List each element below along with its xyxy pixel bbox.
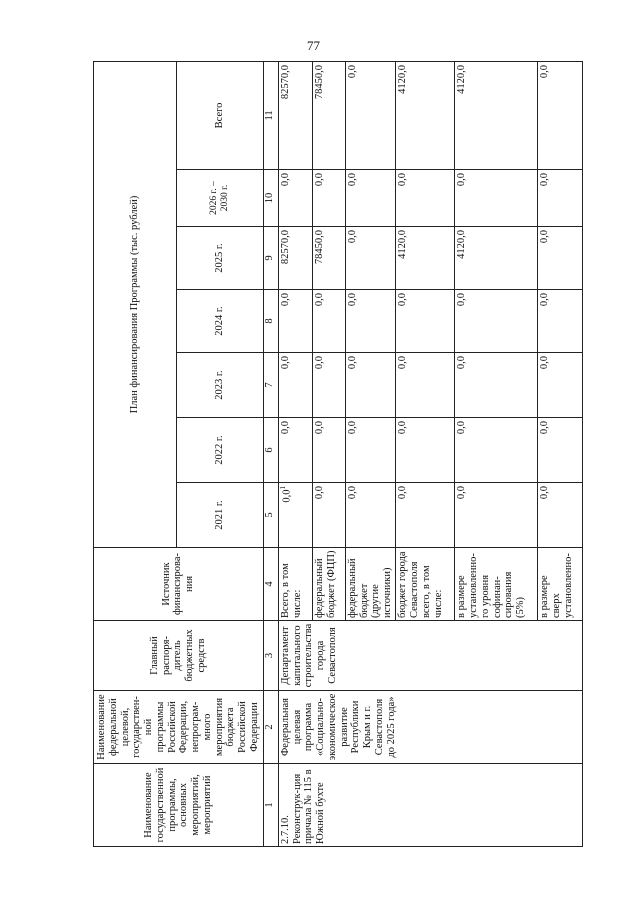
value-cell: 78450,0	[313, 61, 345, 169]
value-cell	[278, 483, 312, 548]
index-cell: 2	[263, 691, 278, 764]
value-cell: 0,0	[313, 483, 345, 548]
header-federal-program: Наименование федеральной целевой, государствен-ной программы Российской Федерации, непрограм-много мероприятия бюджета Российской Федерации	[94, 691, 264, 764]
value-cell: 0,0	[396, 418, 455, 483]
value-cell: 0,0	[455, 290, 538, 353]
index-cell: 11	[263, 61, 278, 169]
value-cell: 4120,0	[455, 227, 538, 290]
funding-source: федеральный бюджет (ФЦП)	[313, 548, 345, 621]
value-cell: 4120,0	[396, 61, 455, 169]
header-total: Всего	[176, 61, 263, 169]
header-year-2021: 2021 г.	[176, 483, 263, 548]
header-program-name: Наименование государственной программы, основных мероприятий, мероприятий	[94, 764, 264, 847]
index-cell: 4	[263, 548, 278, 621]
value-cell: 82570,0	[278, 61, 312, 169]
value-cell: 0,0	[313, 353, 345, 418]
page-number: 77	[307, 38, 320, 53]
footnote-mark: 1	[278, 486, 287, 490]
funding-source: бюджет города Севастополя всего, в том числе:	[396, 548, 455, 621]
value-cell: 0,0	[538, 483, 583, 548]
value-cell: 0,0	[538, 353, 583, 418]
value-cell: 0,0	[455, 170, 538, 227]
value-cell: 0,0	[345, 353, 396, 418]
financing-table	[93, 61, 583, 847]
value-cell: 0,0	[455, 483, 538, 548]
value-cell: 0,0	[345, 227, 396, 290]
header-year-2023: 2023 г.	[176, 353, 263, 418]
funding-source: в размере сверх установленно-	[538, 548, 583, 621]
value-cell: 0,0	[278, 418, 312, 483]
index-cell: 6	[263, 418, 278, 483]
table-row	[278, 61, 312, 846]
value-cell: 0,0	[538, 170, 583, 227]
value-cell: 0,0	[455, 418, 538, 483]
header-financing-plan: План финансирования Программы (тыс. рублей)	[94, 61, 177, 547]
header-year-2024: 2024 г.	[176, 290, 263, 353]
value-cell: 0,0	[345, 290, 396, 353]
value-cell: 4120,0	[396, 227, 455, 290]
index-cell: 5	[263, 483, 278, 548]
index-cell: 7	[263, 353, 278, 418]
financing-table-rotated	[93, 62, 583, 847]
value-cell: 82570,0	[278, 227, 312, 290]
value-cell: 0,0	[345, 418, 396, 483]
index-cell: 10	[263, 170, 278, 227]
value-cell: 0,0	[313, 290, 345, 353]
value-cell: 0,0	[278, 170, 312, 227]
index-cell: 1	[263, 764, 278, 847]
value-cell: 0,0	[538, 227, 583, 290]
index-cell: 8	[263, 290, 278, 353]
index-cell: 3	[263, 621, 278, 691]
value-cell: 0,0	[345, 483, 396, 548]
value-cell: 0,0	[396, 353, 455, 418]
value-cell: 0,0	[313, 418, 345, 483]
header-budget-manager: Главный распоря-дитель бюджетных средств	[94, 621, 264, 691]
funding-source: федеральный бюджет (другие источники)	[345, 548, 396, 621]
value-cell: 0,0	[396, 170, 455, 227]
value-cell: 0,0	[345, 61, 396, 169]
value-cell: 0,0	[538, 290, 583, 353]
value-text: 0,0	[281, 489, 293, 503]
value-cell: 0,0	[313, 170, 345, 227]
value-cell: 0,0	[278, 290, 312, 353]
federal-program-name: Федеральная целевая программа «Социально-экономическое развитие Республики Крым и г. Севастополя до 2025 года»	[278, 691, 582, 764]
header-year-2025: 2025 г.	[176, 227, 263, 290]
value-cell: 0,0	[396, 483, 455, 548]
value-cell: 78450,0	[313, 227, 345, 290]
value-cell: 0,0	[278, 353, 312, 418]
budget-manager-name: Департамент капитального строительства города Севастополя	[278, 621, 582, 691]
activity-name: 2.7.10. Реконструк-ция причала № 115 в Южной бухте	[278, 764, 582, 847]
value-cell: 0,0	[345, 170, 396, 227]
header-year-2022: 2022 г.	[176, 418, 263, 483]
header-funding-source: Источник финансирова-ния	[94, 548, 264, 621]
column-index-row	[263, 61, 278, 846]
value-cell: 0,0	[396, 290, 455, 353]
header-year-2026-2030: 2026 г. – 2030 г.	[176, 170, 263, 227]
funding-source: в размере установленно-го уровня софинан-сирования (5%)	[455, 548, 538, 621]
value-cell: 0,0	[455, 353, 538, 418]
value-cell: 0,0	[538, 61, 583, 169]
value-cell: 0,0	[538, 418, 583, 483]
funding-source: Всего, в том числе:	[278, 548, 312, 621]
value-cell: 4120,0	[455, 61, 538, 169]
index-cell: 9	[263, 227, 278, 290]
